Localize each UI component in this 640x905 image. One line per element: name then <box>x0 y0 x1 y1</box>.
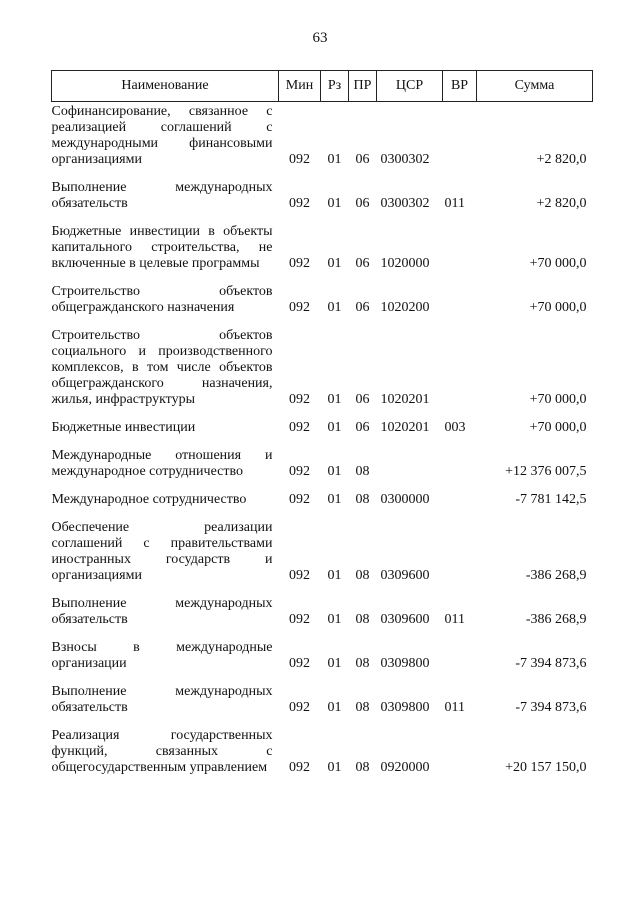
row-name: Бюджетные инвестиции в объекты капитального строительства, не включенные в целевые программы <box>51 224 273 271</box>
row-pr: 08 <box>355 656 370 671</box>
page-number: 63 <box>312 30 328 46</box>
row-csr: 1020201 <box>380 420 430 435</box>
row-vr: 003 <box>444 420 466 435</box>
row-rz: 01 <box>327 612 342 627</box>
row-rz: 01 <box>327 492 342 507</box>
row-csr: 1020200 <box>380 300 430 315</box>
row-min: 092 <box>289 256 310 271</box>
row-vr <box>443 278 477 322</box>
row-sum: -386 268,9 <box>525 568 587 583</box>
header-rz: Рз <box>321 71 349 102</box>
table-row <box>52 102 593 175</box>
row-vr <box>443 322 477 414</box>
row-rz: 01 <box>327 420 342 435</box>
row-name: Софинансирование, связанное с реализацией соглашений с международными финансовыми организациями <box>51 104 273 167</box>
row-min: 092 <box>289 300 310 315</box>
row-name: Взносы в международные организации <box>51 640 273 671</box>
row-vr <box>443 514 477 590</box>
header-name: Наименование <box>52 71 279 102</box>
row-vr <box>443 102 477 175</box>
row-csr: 1020000 <box>380 256 430 271</box>
row-pr: 06 <box>355 300 370 315</box>
row-name: Строительство объектов социального и производственного комплексов, в том числе объектов общегражданского назначения, жилья, инфраструктуры <box>51 328 273 407</box>
row-rz: 01 <box>327 760 342 775</box>
row-name: Бюджетные инвестиции <box>51 420 196 435</box>
header-pr: ПР <box>349 71 377 102</box>
row-vr: 011 <box>444 700 465 715</box>
row-vr <box>443 442 477 486</box>
row-min: 092 <box>289 152 310 167</box>
row-sum: +2 820,0 <box>536 152 587 167</box>
table-header-row <box>52 71 593 102</box>
row-csr: 0309600 <box>380 612 430 627</box>
row-csr: 0920000 <box>380 760 430 775</box>
row-min: 092 <box>289 760 310 775</box>
row-pr: 08 <box>355 612 370 627</box>
row-pr: 06 <box>355 152 370 167</box>
row-sum: +70 000,0 <box>529 392 587 407</box>
row-sum: -7 394 873,6 <box>515 656 587 671</box>
row-min: 092 <box>289 612 310 627</box>
row-csr: 0300000 <box>380 492 430 507</box>
table-row <box>52 486 593 514</box>
header-min: Мин <box>279 71 321 102</box>
table-row <box>52 678 593 722</box>
row-name: Международное сотрудничество <box>51 492 247 507</box>
header-vr: ВР <box>443 71 477 102</box>
row-sum: -7 781 142,5 <box>515 492 587 507</box>
row-rz: 01 <box>327 700 342 715</box>
row-rz: 01 <box>327 568 342 583</box>
row-rz: 01 <box>327 152 342 167</box>
row-name: Выполнение международных обязательств <box>51 684 273 715</box>
table-row <box>52 218 593 278</box>
row-vr <box>443 218 477 278</box>
row-csr: 0309800 <box>380 656 430 671</box>
row-csr: 0300302 <box>380 152 430 167</box>
row-rz: 01 <box>327 464 342 479</box>
row-sum: +20 157 150,0 <box>505 760 587 775</box>
row-name: Реализация государственных функций, связанных с общегосударственным управлением <box>51 728 273 775</box>
row-pr: 06 <box>355 196 370 211</box>
row-min: 092 <box>289 656 310 671</box>
row-vr <box>443 634 477 678</box>
table-row <box>52 514 593 590</box>
row-vr <box>443 486 477 514</box>
row-vr <box>443 722 477 782</box>
row-pr: 08 <box>355 464 370 479</box>
row-csr <box>377 442 443 486</box>
budget-table <box>51 70 593 782</box>
row-rz: 01 <box>327 256 342 271</box>
row-csr: 0300302 <box>380 196 430 211</box>
row-sum: +12 376 007,5 <box>505 464 587 479</box>
row-name: Строительство объектов общегражданского назначения <box>51 284 273 315</box>
row-min: 092 <box>289 464 310 479</box>
row-min: 092 <box>289 420 310 435</box>
row-rz: 01 <box>327 656 342 671</box>
row-vr: 011 <box>444 612 465 627</box>
row-csr: 0309800 <box>380 700 430 715</box>
row-pr: 06 <box>355 392 370 407</box>
row-min: 092 <box>289 392 310 407</box>
table-row <box>52 442 593 486</box>
row-pr: 08 <box>355 700 370 715</box>
table-row <box>52 278 593 322</box>
row-csr: 0309600 <box>380 568 430 583</box>
row-name: Обеспечение реализации соглашений с правительствами иностранных государств и организациями <box>51 520 273 583</box>
row-min: 092 <box>289 700 310 715</box>
row-vr: 011 <box>444 196 465 211</box>
row-pr: 08 <box>355 568 370 583</box>
row-rz: 01 <box>327 196 342 211</box>
row-sum: +70 000,0 <box>529 256 587 271</box>
table-row <box>52 174 593 218</box>
row-pr: 06 <box>355 420 370 435</box>
table-row <box>52 414 593 442</box>
row-csr: 1020201 <box>380 392 430 407</box>
table-row <box>52 590 593 634</box>
row-min: 092 <box>289 196 310 211</box>
row-pr: 06 <box>355 256 370 271</box>
row-min: 092 <box>289 492 310 507</box>
row-rz: 01 <box>327 392 342 407</box>
row-sum: +70 000,0 <box>529 420 587 435</box>
table-row <box>52 634 593 678</box>
row-rz: 01 <box>327 300 342 315</box>
row-sum: +70 000,0 <box>529 300 587 315</box>
header-csr: ЦСР <box>377 71 443 102</box>
row-pr: 08 <box>355 492 370 507</box>
header-sum: Сумма <box>477 71 593 102</box>
table-row <box>52 322 593 414</box>
row-min: 092 <box>289 568 310 583</box>
row-name: Международные отношения и международное сотрудничество <box>51 448 273 479</box>
row-name: Выполнение международных обязательств <box>51 180 273 211</box>
table-row <box>52 722 593 782</box>
row-pr: 08 <box>355 760 370 775</box>
row-sum: -7 394 873,6 <box>515 700 587 715</box>
row-name: Выполнение международных обязательств <box>51 596 273 627</box>
row-sum: +2 820,0 <box>536 196 587 211</box>
row-sum: -386 268,9 <box>525 612 587 627</box>
